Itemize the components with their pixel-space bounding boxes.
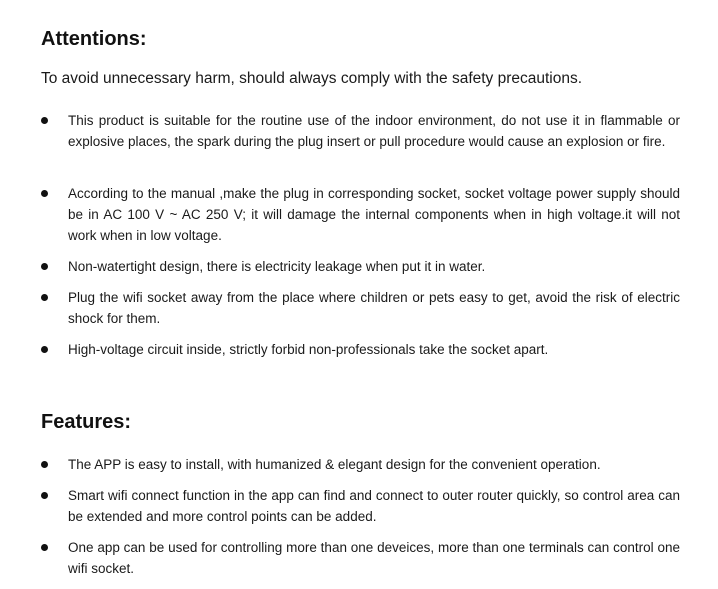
bullet-icon	[41, 346, 48, 353]
bullet-icon	[41, 190, 48, 197]
bullet-icon	[41, 294, 48, 301]
bullet-icon	[41, 544, 48, 551]
bullet-icon	[41, 461, 48, 468]
list-item-text: This product is suitable for the routine use of the indoor environment, do not use it in flammable or explosive places, the spark during the plug insert or pull procedure would cause an explosion or fire.	[68, 113, 680, 149]
list-item-text: One app can be used for controlling more than one deveices, more than one terminals can control one wifi socket.	[68, 540, 680, 576]
attentions-intro: To avoid unnecessary harm, should always comply with the safety precautions.	[41, 70, 583, 87]
list-item-text: High-voltage circuit inside, strictly forbid non-professionals take the socket apart.	[68, 342, 549, 357]
bullet-icon	[41, 263, 48, 270]
list-item-text: Plug the wifi socket away from the place where children or pets easy to get, avoid the risk of electric shock for them.	[68, 290, 680, 326]
features-heading: Features:	[41, 411, 132, 433]
bullet-icon	[41, 117, 48, 124]
list-item-text: The APP is easy to install, with humanized & elegant design for the convenient operation.	[68, 457, 601, 472]
list-item-text: Non-watertight design, there is electricity leakage when put it in water.	[68, 259, 486, 274]
attentions-heading: Attentions:	[41, 28, 147, 50]
list-item-text: Smart wifi connect function in the app can find and connect to outer router quickly, so control area can be extended and more control points can be added.	[68, 488, 680, 524]
list-item-text: According to the manual ,make the plug in corresponding socket, socket voltage power supply should be in AC 100 V ~ AC 250 V; it will damage the internal components when in high voltage.it will not work when in low voltage.	[68, 186, 680, 243]
bullet-icon	[41, 492, 48, 499]
